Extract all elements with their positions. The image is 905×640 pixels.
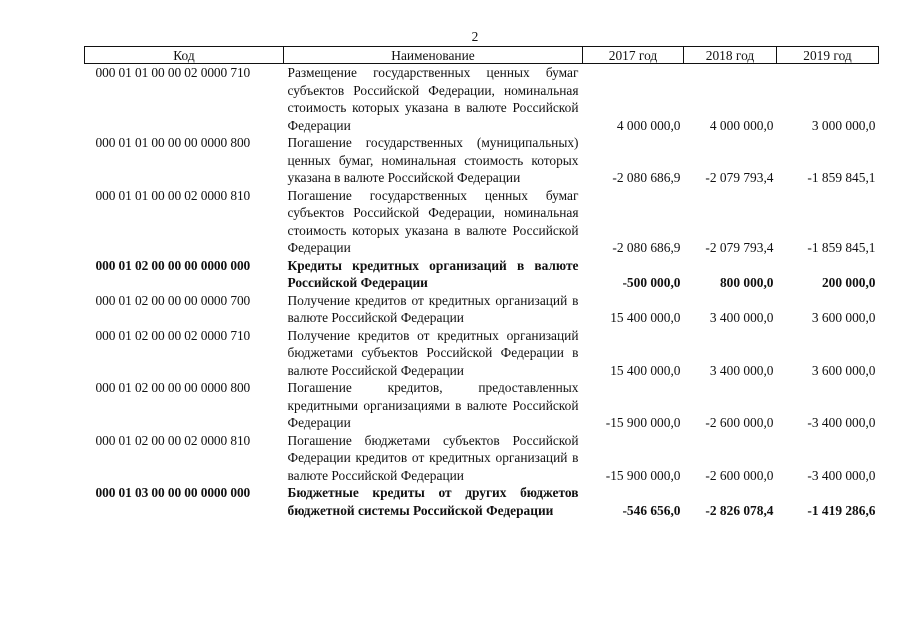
row-value-2019: 3 600 000,0 [811, 362, 876, 378]
row-value-2017: 4 000 000,0 [616, 117, 681, 133]
row-value-2019: 3 000 000,0 [811, 117, 876, 133]
row-code: 000 01 01 00 00 00 0000 800 [95, 135, 251, 150]
row-code: 000 01 02 00 00 00 0000 800 [95, 380, 251, 395]
row-value-2019: -3 400 000,0 [807, 467, 876, 483]
header-year-2019: 2019 год [777, 47, 879, 64]
row-value-2017: -2 080 686,9 [612, 170, 681, 185]
row-code: 000 01 02 00 00 02 0000 710 [95, 327, 251, 343]
row-value-2017: -15 900 000,0 [605, 467, 681, 483]
table-row [85, 292, 879, 327]
row-value-2018: -2 600 000,0 [705, 415, 774, 430]
row-code: 000 01 01 00 00 02 0000 810 [95, 187, 251, 203]
budget-sources-table [84, 46, 879, 519]
row-name: Погашение бюджетами субъектов Российской Федерации кредитов от кредитных организаций в валюте Российской Федерации [287, 432, 579, 483]
row-code: 000 01 02 00 00 00 0000 000 [95, 257, 251, 273]
header-row [85, 47, 879, 64]
row-value-2017: 15 400 000,0 [610, 310, 681, 325]
row-value-2019: 3 600 000,0 [811, 310, 876, 325]
row-value-2017: -15 900 000,0 [605, 415, 681, 430]
row-value-2018: 3 400 000,0 [709, 310, 774, 325]
header-name: Наименование [284, 47, 583, 64]
row-value-2018: -2 079 793,4 [705, 170, 774, 185]
header-year-2018: 2018 год [684, 47, 777, 64]
row-value-2019: -1 419 286,6 [807, 502, 876, 518]
row-value-2018: 3 400 000,0 [709, 362, 774, 378]
row-value-2017: 15 400 000,0 [610, 362, 681, 378]
table-row [85, 432, 879, 485]
table-row [85, 484, 879, 519]
header-code: Код [85, 47, 284, 64]
row-code: 000 01 02 00 00 00 0000 700 [95, 292, 251, 308]
table-row [85, 187, 879, 257]
row-value-2017: -2 080 686,9 [612, 240, 681, 255]
table-body [85, 64, 879, 520]
table-row [85, 327, 879, 380]
row-code: 000 01 03 00 00 00 0000 000 [95, 485, 251, 500]
row-value-2019: -3 400 000,0 [807, 415, 876, 430]
row-code: 000 01 02 00 00 02 0000 810 [95, 432, 251, 448]
row-name: Кредиты кредитных организаций в валюте Российской Федерации [287, 257, 579, 290]
table-row [85, 134, 879, 187]
row-name: Получение кредитов от кредитных организаций бюджетами субъектов Российской Федерации в валюте Российской Федерации [287, 327, 579, 378]
row-name: Размещение государственных ценных бумаг субъектов Российской Федерации, номинальная стоимость которых указана в валюте Российской Федерации [287, 65, 579, 133]
row-value-2017: -500 000,0 [622, 275, 681, 290]
row-code: 000 01 01 00 00 02 0000 710 [95, 65, 251, 80]
table-row [85, 64, 879, 135]
header-year-2017: 2017 год [583, 47, 684, 64]
row-value-2019: -1 859 845,1 [807, 240, 876, 255]
row-value-2019: -1 859 845,1 [807, 170, 876, 185]
row-value-2019: 200 000,0 [821, 275, 876, 290]
table-row [85, 379, 879, 432]
row-value-2018: 800 000,0 [719, 275, 774, 290]
row-name: Погашение государственных ценных бумаг субъектов Российской Федерации, номинальная стоимость которых указана в валюте Российской Федерации [287, 187, 579, 255]
table-header [85, 47, 879, 64]
row-name: Получение кредитов от кредитных организаций в валюте Российской Федерации [287, 292, 579, 325]
row-name: Бюджетные кредиты от других бюджетов бюджетной системы Российской Федерации [287, 485, 579, 518]
row-name: Погашение кредитов, предоставленных кредитными организациями в валюте Российской Федерации [287, 380, 579, 430]
row-name: Погашение государственных (муниципальных) ценных бумаг, номинальная стоимость которых указана в валюте Российской Федерации [287, 135, 579, 185]
page-number: 2 [471, 29, 479, 44]
row-value-2018: -2 079 793,4 [705, 240, 774, 255]
table-row [85, 257, 879, 292]
row-value-2018: -2 826 078,4 [705, 502, 774, 518]
row-value-2018: -2 600 000,0 [705, 467, 774, 483]
row-value-2017: -546 656,0 [622, 502, 681, 518]
row-value-2018: 4 000 000,0 [709, 117, 774, 133]
